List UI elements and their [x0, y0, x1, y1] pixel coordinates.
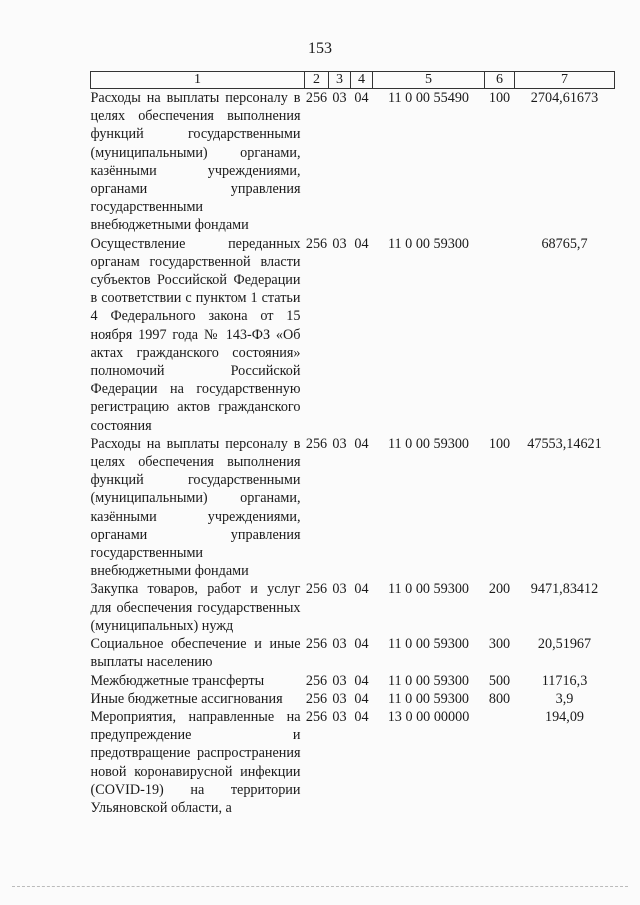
- column-header: 3: [329, 72, 351, 89]
- header-row: [91, 72, 615, 89]
- column-header: 7: [515, 72, 615, 89]
- row-description: Закупка товаров, работ и услуг для обеспечения государственных (муниципальных) нужд: [90, 581, 301, 634]
- row-code-rz: 03: [332, 690, 347, 707]
- row-amount: 68765,7: [541, 235, 588, 252]
- row-code-vr: 200: [488, 581, 511, 598]
- row-description: Межбюджетные трансферты: [90, 672, 265, 689]
- row-amount: 11716,3: [541, 672, 588, 689]
- table-row: [91, 235, 615, 435]
- row-amount: 194,09: [544, 708, 584, 725]
- row-code-rz: 03: [332, 435, 347, 452]
- row-code-csr: 11 0 00 59300: [387, 235, 470, 252]
- row-code-pr: 04: [354, 708, 369, 725]
- row-code-gr: 256: [305, 235, 328, 252]
- row-code-csr: 11 0 00 59300: [387, 636, 470, 653]
- row-description: Мероприятия, направленные на предупреждение и предотвращение распространения новой коронавирусной инфекции (COVID-19) на территории Ульяновской области, а: [90, 708, 301, 816]
- page-bottom-edge: [12, 886, 628, 887]
- column-header: 4: [351, 72, 373, 89]
- column-header: 1: [91, 72, 305, 89]
- row-code-vr: [485, 235, 515, 435]
- row-description: Осуществление переданных органам государственной власти субъектов Российской Федерации в соответствии с пунктом 1 статьи 4 Федерального закона от 15 ноября 1997 года № 143-ФЗ «Об актах гражданского состояния» полномочий Российской Федерации на государственную регистрацию актов гражданского состояния: [90, 235, 301, 434]
- row-code-pr: 04: [354, 235, 369, 252]
- table-row: [91, 435, 615, 581]
- row-code-pr: 04: [354, 636, 369, 653]
- row-code-pr: 04: [354, 90, 369, 106]
- row-code-gr: 256: [305, 708, 328, 725]
- row-description: Расходы на выплаты персоналу в целях обеспечения выполнения функций государственными (муниципальными) органами, казёнными учреждениями, органами управления государственными внебюджетными фондами: [90, 90, 301, 234]
- row-code-vr: [485, 708, 515, 817]
- row-code-pr: 04: [354, 435, 369, 452]
- column-header: 2: [305, 72, 329, 89]
- page-number: 153: [308, 40, 332, 57]
- row-code-csr: 11 0 00 59300: [387, 581, 470, 598]
- row-code-csr: 11 0 00 59300: [387, 672, 470, 689]
- row-code-csr: 11 0 00 55490: [387, 90, 470, 106]
- row-code-vr: 300: [488, 636, 511, 653]
- row-code-rz: 03: [332, 636, 347, 653]
- row-code-gr: 256: [305, 581, 328, 598]
- row-amount: 20,51967: [537, 636, 592, 653]
- table-row: [91, 89, 615, 235]
- column-header: 5: [373, 72, 485, 89]
- table-row: [91, 690, 615, 708]
- row-description: Расходы на выплаты персоналу в целях обеспечения выполнения функций государственными (муниципальными) органами, казёнными учреждениями, органами управления государственными внебюджетными фондами: [90, 435, 301, 580]
- row-code-csr: 11 0 00 59300: [387, 690, 470, 707]
- row-description: Социальное обеспечение и иные выплаты населению: [90, 636, 301, 671]
- row-code-vr: 100: [488, 435, 511, 452]
- column-header: 6: [485, 72, 515, 89]
- row-code-pr: 04: [354, 690, 369, 707]
- row-amount: 3,9: [555, 690, 574, 707]
- row-code-gr: 256: [305, 90, 328, 106]
- row-code-csr: 13 0 00 00000: [387, 708, 470, 725]
- row-code-pr: 04: [354, 672, 369, 689]
- row-code-rz: 03: [332, 90, 347, 106]
- row-code-rz: 03: [332, 235, 347, 252]
- row-code-rz: 03: [332, 708, 347, 725]
- row-code-gr: 256: [305, 672, 328, 689]
- row-code-rz: 03: [332, 672, 347, 689]
- row-amount: 47553,14621: [527, 435, 602, 452]
- row-description: Иные бюджетные ассигнования: [90, 690, 283, 707]
- table-row: [91, 635, 615, 671]
- row-code-pr: 04: [354, 581, 369, 598]
- table-row: [91, 672, 615, 690]
- row-code-gr: 256: [305, 636, 328, 653]
- row-code-rz: 03: [332, 581, 347, 598]
- row-code-vr: 500: [488, 672, 511, 689]
- row-code-vr: 800: [488, 690, 511, 707]
- table-row: [91, 580, 615, 635]
- table-row: [91, 708, 615, 817]
- row-code-gr: 256: [305, 690, 328, 707]
- row-amount: 2704,61673: [530, 90, 599, 106]
- row-code-gr: 256: [305, 435, 328, 452]
- row-code-csr: 11 0 00 59300: [387, 435, 470, 452]
- budget-table: [90, 71, 615, 817]
- row-amount: 9471,83412: [530, 581, 599, 598]
- row-code-vr: 100: [488, 90, 511, 106]
